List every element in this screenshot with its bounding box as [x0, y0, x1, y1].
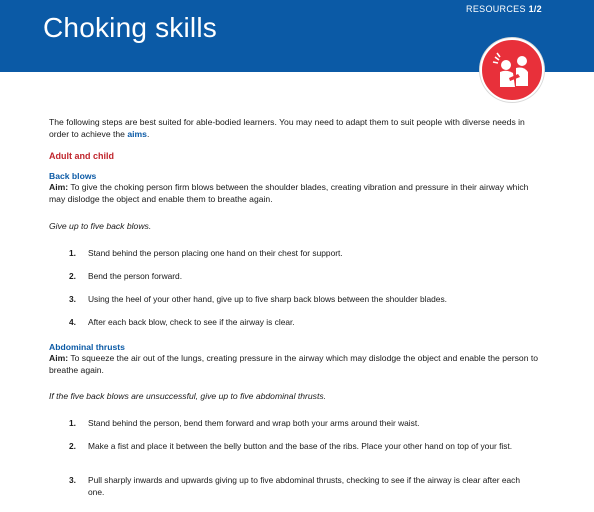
choking-rescue-icon: [480, 38, 544, 102]
abdominal-aim-label: Aim:: [49, 353, 69, 363]
step-text: Bend the person forward.: [88, 271, 183, 281]
resources-label: RESOURCES: [466, 4, 526, 14]
back-blows-aim: [49, 182, 541, 205]
step-number: 3.: [69, 475, 76, 485]
step-text: Make a fist and place it between the belly button and the base of the ribs. Place your other hand on top of your fist.: [88, 441, 513, 451]
step-text: Stand behind the person, bend them forward and wrap both your arms around their waist.: [88, 418, 420, 428]
heading-back-blows: Back blows: [49, 171, 97, 181]
page-number: 1/2: [528, 4, 542, 14]
back-blows-instruction: Give up to five back blows.: [49, 221, 152, 231]
heading-abdominal-thrusts: Abdominal thrusts: [49, 342, 125, 352]
step-text: After each back blow, check to see if the airway is clear.: [88, 317, 295, 327]
step-number: 3.: [69, 294, 76, 304]
abdominal-instruction: If the five back blows are unsuccessful, give up to five abdominal thrusts.: [49, 391, 327, 401]
section-heading-adult-child: Adult and child: [49, 151, 114, 161]
intro-end: .: [146, 128, 150, 139]
step-number: 1.: [69, 248, 76, 258]
page-title: Choking skills: [43, 12, 217, 43]
step-text: Using the heel of your other hand, give up to five sharp back blows between the shoulder blades.: [88, 294, 447, 304]
back-blows-aim-label: Aim:: [49, 182, 69, 192]
step-text: Pull sharply inwards and upwards giving up to five abdominal thrusts, checking to see if the airway is clear after each one.: [88, 475, 520, 497]
back-blows-aim-text: To give the choking person firm blows between the shoulder blades, creating vibration and pressure in their airway which may dislodge the object and enable them to breathe again.: [49, 182, 529, 204]
resources-page-label: [466, 4, 542, 14]
step-text: Stand behind the person placing one hand on their chest for support.: [88, 248, 343, 258]
intro-paragraph: [49, 117, 539, 140]
abdominal-aim-text: To squeeze the air out of the lungs, creating pressure in the airway which may dislodge the object and enable the person to breathe again.: [49, 353, 539, 375]
step-number: 4.: [69, 317, 76, 327]
step-number: 1.: [69, 418, 76, 428]
step-number: 2.: [69, 441, 76, 451]
step-number: 2.: [69, 271, 76, 281]
intro-text: The following steps are best suited for able-bodied learners. You may need to adapt them to suit people with diverse needs in order to achieve the: [49, 117, 525, 139]
abdominal-aim: [49, 353, 541, 376]
intro-aims-word: aims: [127, 128, 147, 139]
choking-rescue-svg: [482, 40, 546, 104]
